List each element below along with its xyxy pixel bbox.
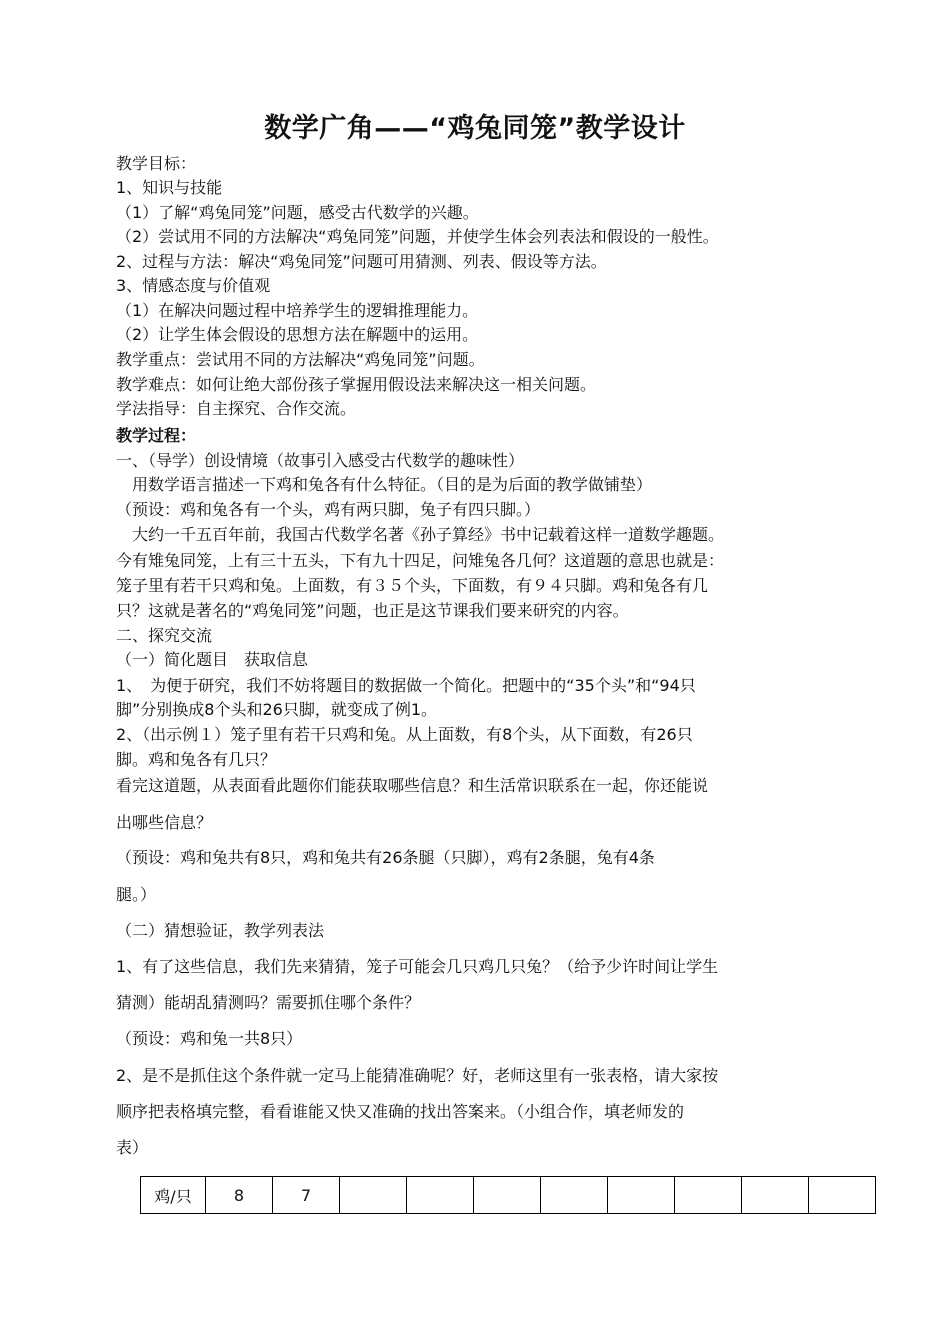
chicken-count-table xyxy=(140,1176,876,1214)
table-cell xyxy=(675,1177,742,1214)
text-line: 猜测）能胡乱猜测吗？需要抓住哪个条件？ xyxy=(116,993,421,1012)
text-line: 脚”分别换成8个头和26只脚，就变成了例1。 xyxy=(116,700,438,719)
text-line: （1）在解决问题过程中培养学生的逻辑推理能力。 xyxy=(116,301,479,320)
text-line: 腿。） xyxy=(116,885,157,904)
table-cell xyxy=(608,1177,675,1214)
text-line: 今有雉兔同笼，上有三十五头，下有九十四足，问雉兔各几何？这道题的意思也就是： xyxy=(116,551,725,570)
document-title: 数学广角——“鸡兔同笼”教学设计 xyxy=(264,113,686,144)
text-line: （2）尝试用不同的方法解决“鸡兔同笼”问题，并使学生体会列表法和假设的一般性。 xyxy=(116,227,719,246)
text-line: 教学重点：尝试用不同的方法解决“鸡兔同笼”问题。 xyxy=(116,350,485,369)
text-line: 2、是不是抓住这个条件就一定马上能猜准确呢？好，老师这里有一张表格，请大家按 xyxy=(116,1066,719,1085)
table-cell xyxy=(474,1177,541,1214)
text-line: 大约一千五百年前，我国古代数学名著《孙子算经》书中记载着这样一道数学趣题。 xyxy=(116,525,725,544)
text-line: 3、情感态度与价值观 xyxy=(116,276,271,295)
text-line: （二）猜想验证，教学列表法 xyxy=(116,921,325,940)
table-cell xyxy=(407,1177,474,1214)
text-line: （2）让学生体会假设的思想方法在解题中的运用。 xyxy=(116,325,479,344)
text-line: 出哪些信息？ xyxy=(116,813,213,832)
text-line: 学法指导：自主探究、合作交流。 xyxy=(116,399,357,418)
text-line: 二、探究交流 xyxy=(116,626,213,645)
text-line: （预设：鸡和兔各有一个头，鸡有两只脚，兔子有四只脚。） xyxy=(116,500,541,519)
text-line: 脚。鸡和兔各有几只？ xyxy=(116,750,277,769)
text-line: 教学目标： xyxy=(116,154,197,173)
text-line: （预设：鸡和兔共有8只，鸡和兔共有26条腿（只脚），鸡有2条腿，兔有4条 xyxy=(116,848,655,867)
table-cell xyxy=(742,1177,809,1214)
table-cell xyxy=(340,1177,407,1214)
table-row-label: 鸡/只 xyxy=(141,1177,206,1214)
table-cell: 7 xyxy=(273,1177,340,1214)
table-cell xyxy=(541,1177,608,1214)
table-cell xyxy=(809,1177,876,1214)
text-line: 用数学语言描述一下鸡和兔各有什么特征。（目的是为后面的教学做铺垫） xyxy=(116,475,653,494)
text-line: （1）了解“鸡兔同笼”问题，感受古代数学的兴趣。 xyxy=(116,203,479,222)
text-line: （一）简化题目 获取信息 xyxy=(116,650,309,669)
text-line: 表） xyxy=(116,1138,149,1157)
text-line: 1、知识与技能 xyxy=(116,178,223,197)
section-heading: 教学过程： xyxy=(116,426,197,445)
text-line: 1、 为便于研究，我们不妨将题目的数据做一个简化。把题中的“35个头”和“94只 xyxy=(116,676,696,695)
text-line: 2、过程与方法：解决“鸡兔同笼”问题可用猜测、列表、假设等方法。 xyxy=(116,252,607,271)
text-line: （预设：鸡和兔一共8只） xyxy=(116,1029,303,1048)
table-row xyxy=(141,1177,876,1214)
text-line: 看完这道题，从表面看此题你们能获取哪些信息？和生活常识联系在一起，你还能说 xyxy=(116,776,709,795)
text-line: 顺序把表格填完整，看看谁能又快又准确的找出答案来。（小组合作，填老师发的 xyxy=(116,1102,685,1121)
text-line: 只？这就是著名的“鸡兔同笼”问题，也正是这节课我们要来研究的内容。 xyxy=(116,601,629,620)
table-cell: 8 xyxy=(206,1177,273,1214)
text-line: 2、（出示例１）笼子里有若干只鸡和兔。从上面数，有8个头，从下面数，有26只 xyxy=(116,725,693,744)
text-line: 一、（导学）创设情境（故事引入感受古代数学的趣味性） xyxy=(116,451,525,470)
text-line: 1、有了这些信息，我们先来猜猜，笼子可能会几只鸡几只兔？（给予少许时间让学生 xyxy=(116,957,719,976)
text-line: 教学难点：如何让绝大部份孩子掌握用假设法来解决这一相关问题。 xyxy=(116,375,597,394)
text-line: 笼子里有若干只鸡和兔。上面数，有３５个头，下面数，有９４只脚。鸡和兔各有几 xyxy=(116,576,709,595)
